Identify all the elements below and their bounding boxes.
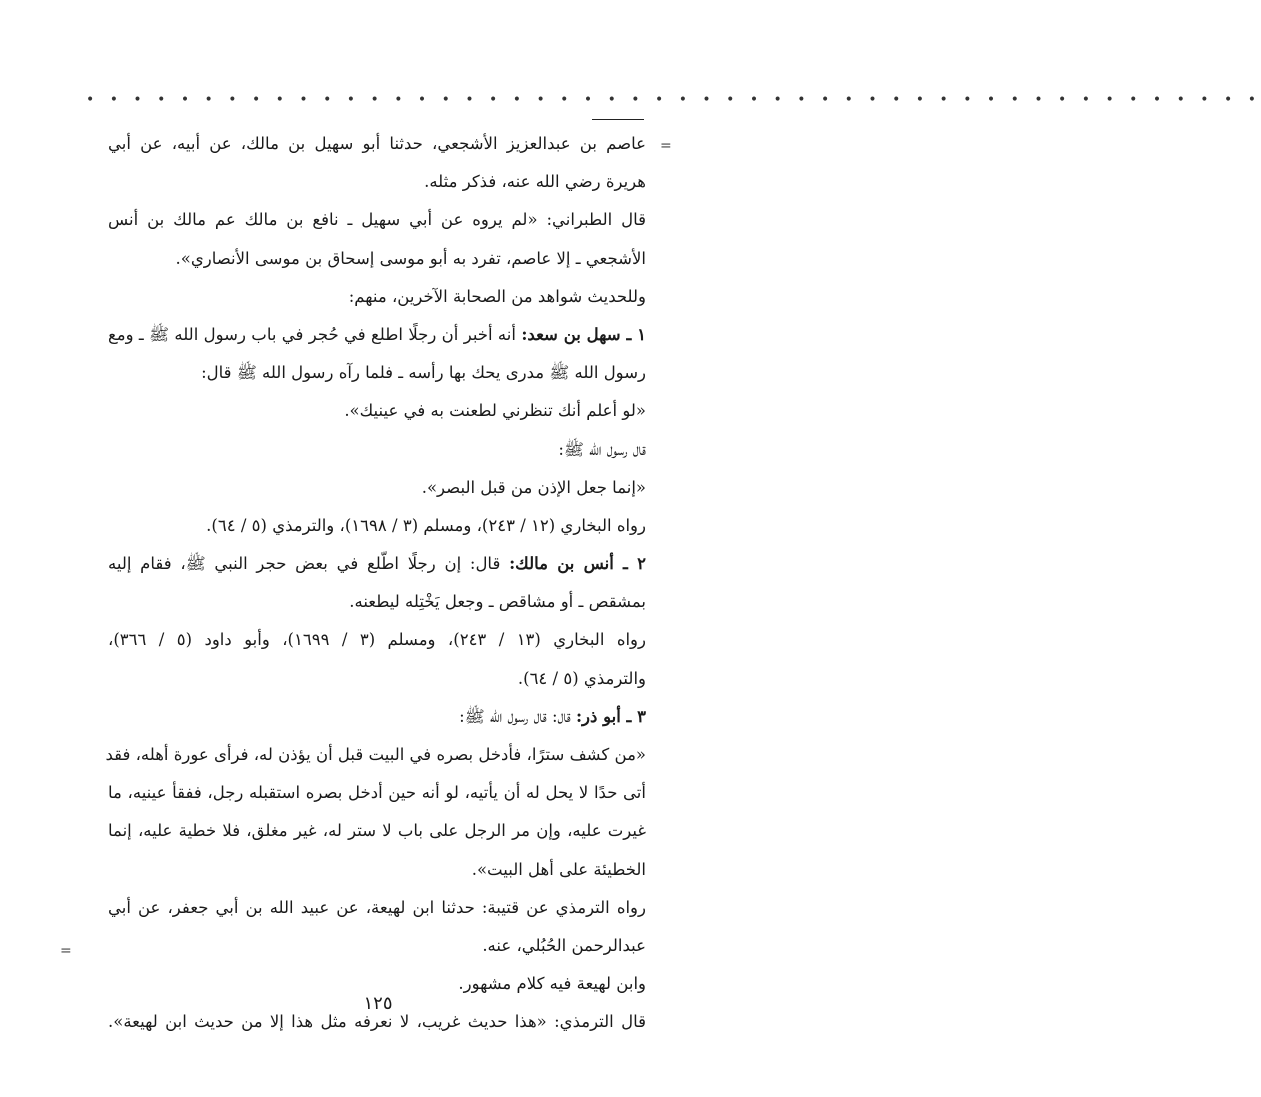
line-text: الأشجعي ـ إلا عاصم، تفرد به أبو موسى إسحاق بن موسى الأنصاري». <box>175 248 646 268</box>
line-text: بمشقص ـ أو مشاقص ـ وجعل يَخْتِله ليطعنه. <box>349 592 646 612</box>
line-text: وابن لهيعة فيه كلام مشهور. <box>458 974 646 994</box>
text-line <box>108 469 646 507</box>
line-text: رسول الله ﷺ مدرى يحك بها رأسه ـ فلما رآه رسول الله ﷺ قال: <box>201 363 646 383</box>
line-text: عاصم بن عبدالعزيز الأشجعي، حدثنا أبو سهيل بن مالك، عن أبيه، عن أبي <box>108 134 646 153</box>
line-text: «من كشف سترًا، فأدخل بصره في البيت قبل أن يؤذن له، فرأى عورة أهله، فقد <box>105 745 646 764</box>
line-text: رواه البخاري (١٢ / ٢٤٣)، ومسلم (٣ / ١٦٩٨)، والترمذي (٥ / ٦٤). <box>206 515 646 535</box>
body-text <box>105 125 646 1042</box>
text-line <box>108 240 646 278</box>
text-line <box>108 774 646 812</box>
line-text: عبدالرحمن الحُبُلي، عنه. <box>482 935 646 955</box>
text-line <box>108 889 646 927</box>
line-text: «إنما جعل الإذن من قبل البصر». <box>421 477 646 497</box>
text-line <box>108 927 646 965</box>
text-line <box>108 698 646 736</box>
page-number: ١٢٥ <box>363 993 393 1014</box>
line-text: قال: قال رسول الله ﷺ: <box>459 706 576 726</box>
line-text: وللحديث شواهد من الصحابة الآخرين، منهم: <box>348 286 646 306</box>
text-line <box>108 392 646 430</box>
text-line <box>108 431 646 469</box>
text-line <box>108 660 646 698</box>
line-text: هريرة رضي الله عنه، فذكر مثله. <box>424 172 646 192</box>
section-heading: ٢ ـ أنس بن مالك: <box>509 554 646 574</box>
section-heading: ٣ ـ أبو ذر: <box>575 706 646 726</box>
line-text: رواه البخاري (١٣ / ٢٤٣)، ومسلم (٣ / ١٦٩٩)، وأبو داود (٥ / ٣٦٦)، <box>108 630 646 650</box>
line-text: أنه أخبر أن رجلًا اطلع في حُجر في باب رسول الله ﷺ ـ ومع <box>108 324 522 344</box>
header-rule <box>592 119 644 120</box>
line-text: غيرت عليه، وإن مر الرجل على باب لا ستر له، غير مغلق، فلا خطية عليه، إنما <box>108 821 646 841</box>
text-line <box>108 621 646 659</box>
text-line <box>108 851 646 889</box>
line-text: «لو أعلم أنك تنظرني لطعنت به في عينيك». <box>344 401 646 421</box>
separator-dots: • • • • • • • • • • • • • • • • • • • • • • • • • • • • • • • • • • • • • • • • • • • • • • • • • • <box>86 92 1261 108</box>
line-text: رواه الترمذي عن قتيبة: حدثنا ابن لهيعة، عن عبيد الله بن أبي جعفر، عن أبي <box>108 897 646 917</box>
text-line <box>108 507 646 545</box>
text-line <box>108 163 646 201</box>
line-text: قال الطبراني: «لم يروه عن أبي سهيل ـ نافع بن مالك عم مالك بن أنس <box>108 210 646 230</box>
text-line <box>108 278 646 316</box>
margin-mark-bottom: = <box>60 943 72 959</box>
text-line <box>108 201 646 239</box>
text-line <box>108 316 646 354</box>
line-text: قال الترمذي: «هذا حديث غريب، لا نعرفه مثل هذا إلا من حديث ابن لهيعة». <box>108 1012 646 1032</box>
text-line <box>108 812 646 850</box>
text-line <box>108 354 646 392</box>
text-line <box>105 736 646 774</box>
line-text: أتى حدًا لا يحل له أن يأتيه، لو أنه حين أدخل بصره استقبله رجل، ففقأ عينيه، ما <box>108 783 646 803</box>
text-line <box>108 583 646 621</box>
line-text: والترمذي (٥ / ٦٤). <box>517 668 646 688</box>
line-text: قال: إن رجلًا اطّلع في بعض حجر النبي ﷺ، فقام إليه <box>108 554 510 574</box>
margin-mark-top: = <box>660 138 672 154</box>
text-line <box>108 545 646 583</box>
line-text: قال رسول الله ﷺ: <box>558 439 646 459</box>
section-heading: ١ ـ سهل بن سعد: <box>521 324 646 344</box>
line-text: الخطيئة على أهل البيت». <box>471 859 646 879</box>
text-line <box>108 125 646 163</box>
